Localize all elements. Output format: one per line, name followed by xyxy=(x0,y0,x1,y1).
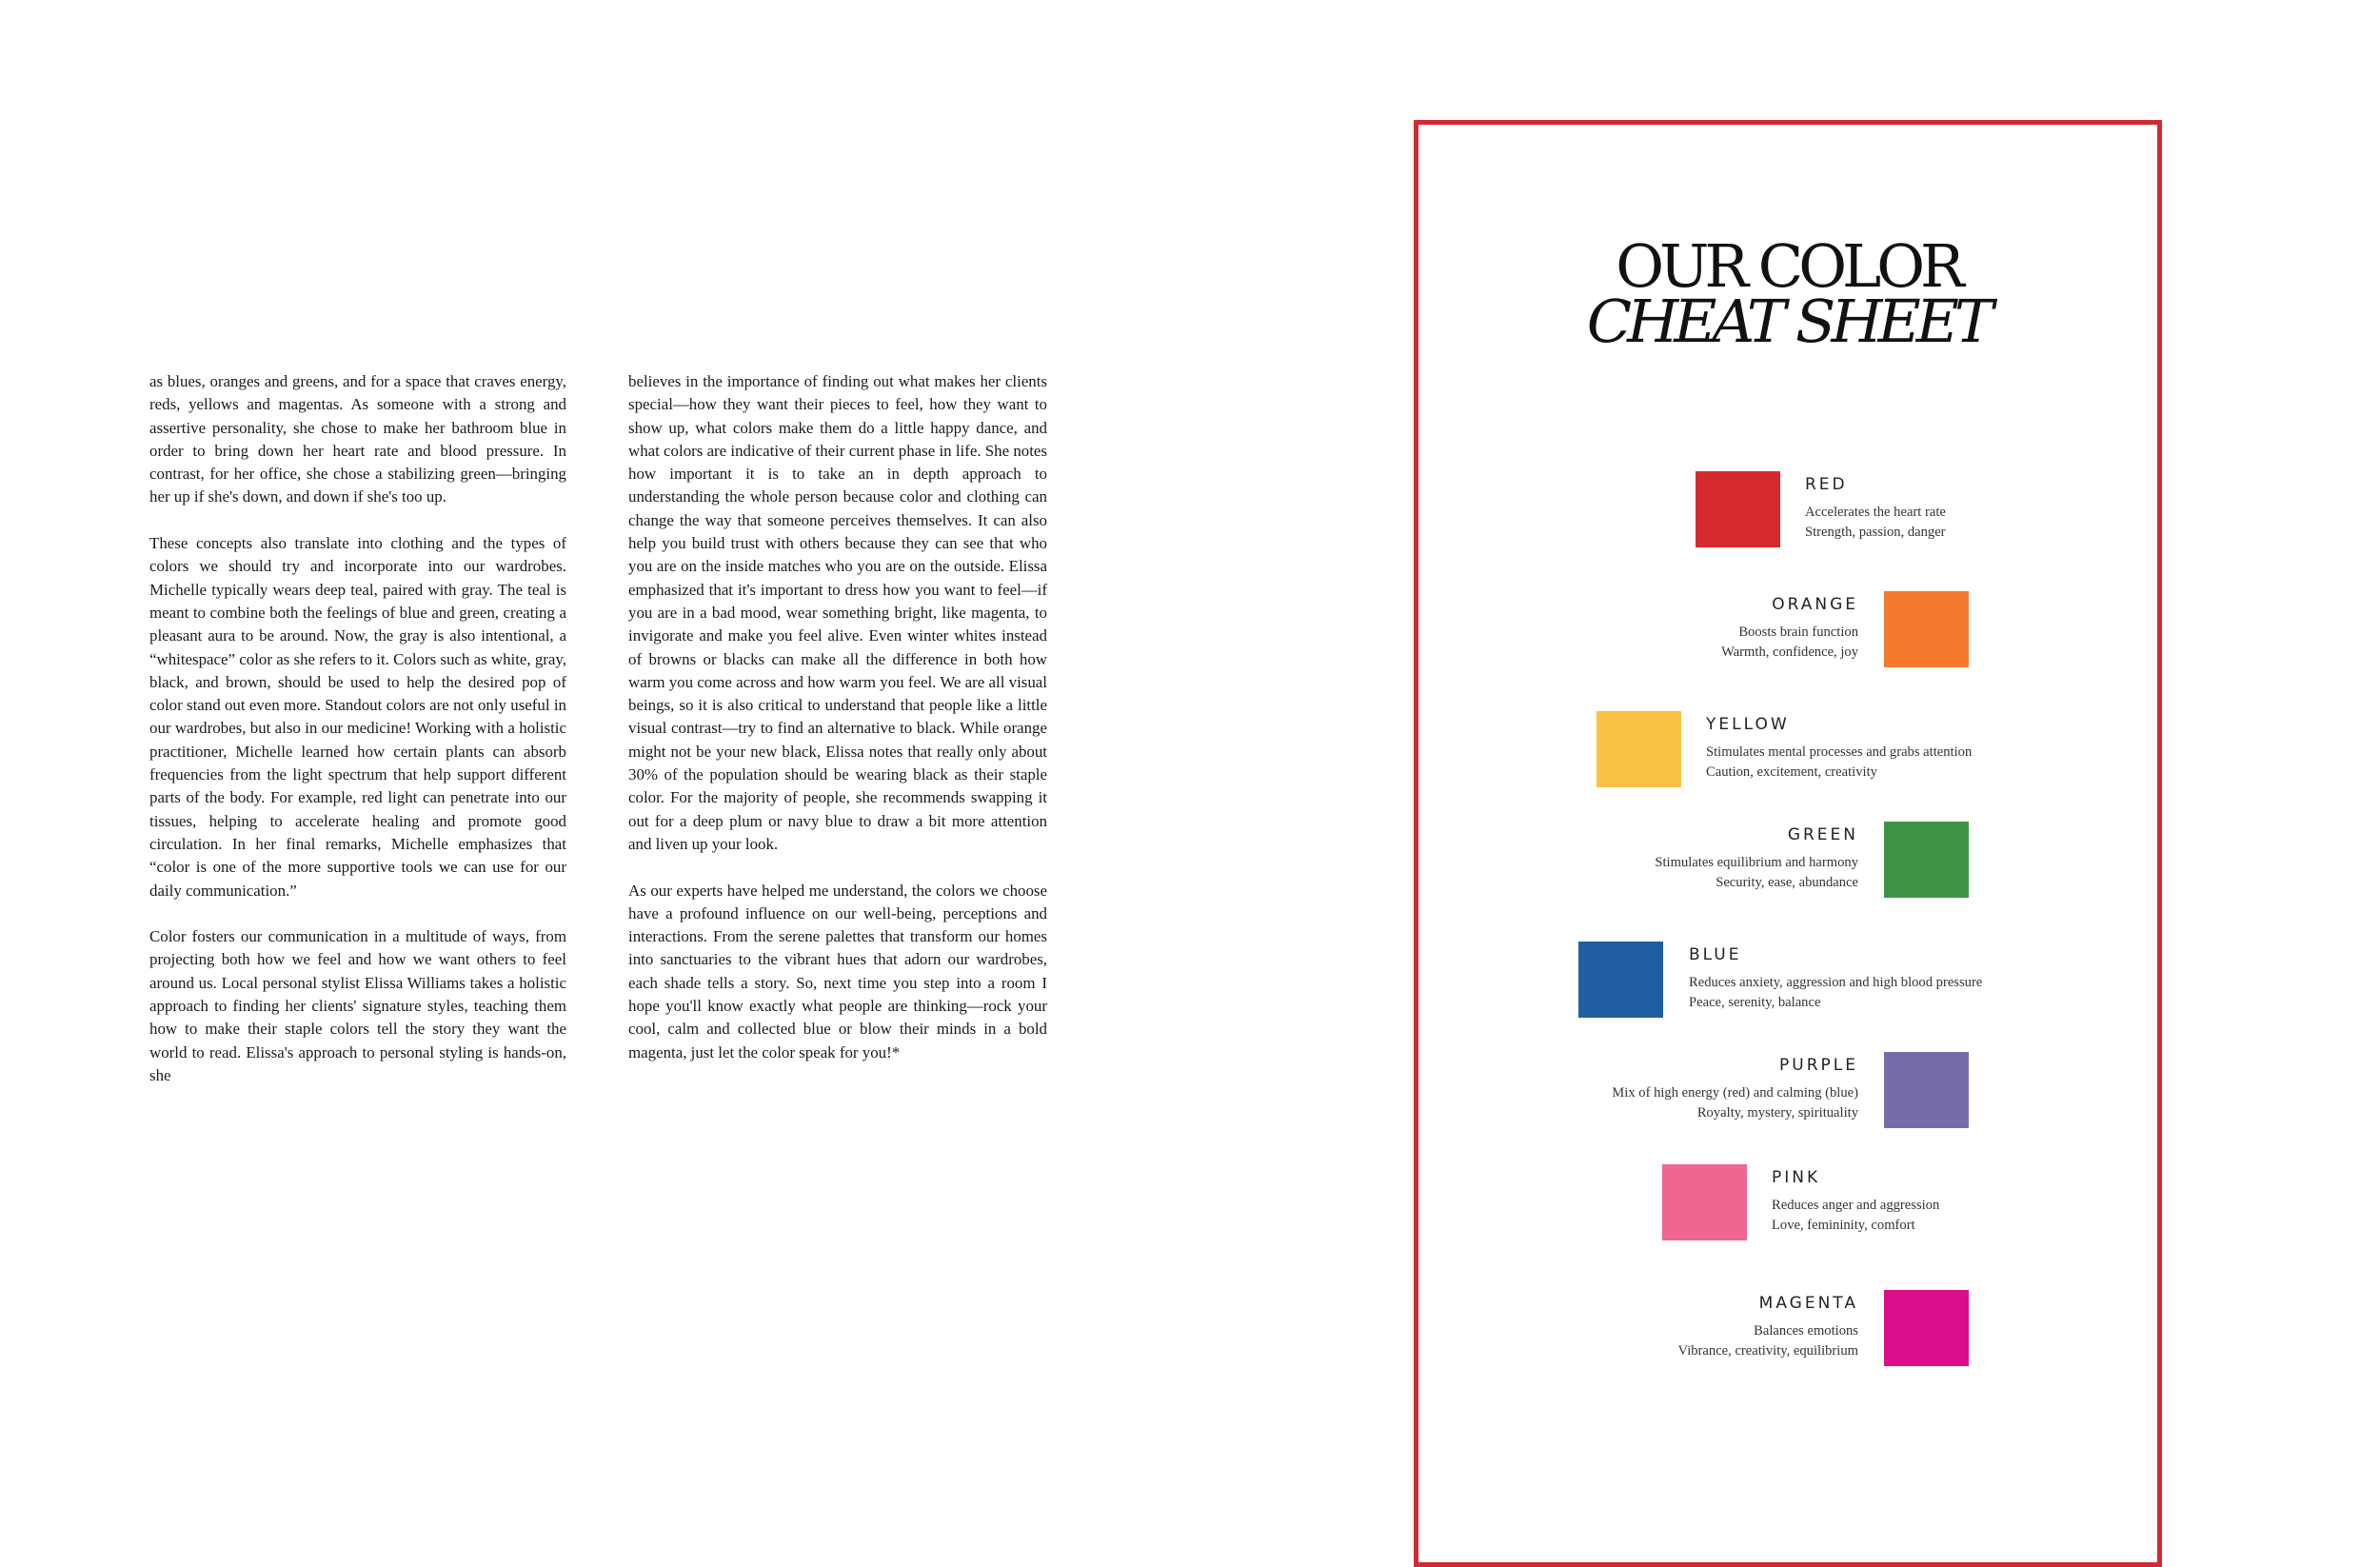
blue-description xyxy=(1689,973,1982,1013)
orange-label: ORANGE xyxy=(1772,595,1858,614)
article-paragraph: believes in the importance of finding out what makes her clients special—how they want their pieces to feel, how they want to show up, what colors make them do a little happy dance, and what colors are indicative of their current phase in life. She notes how important it is to take an in depth approach to understanding the whole person because color and clothing can change the way that someone perceives themselves. It can also help you build trust with others because they can see that who you are on the inside matches who you are on the outside. Elissa emphasized that it's important to dress how you want to feel—if you are in a bad mood, wear something bright, like magenta, to invigorate and make you feel alive. Even winter whites instead of browns or blacks can make all the difference in both how warm you come across and how warm you feel. We are all visual beings, so it is also critical to understand that people like a little visual contrast—try to find an alternative to black. While orange might not be your new black, Elissa notes that really only about 30% of the population should be wearing black as their staple color. For the majority of people, she recommends swapping it out for a deep plum or navy blue to draw a bit more attention and liven up your look. xyxy=(628,372,1047,853)
magenta-traits: Vibrance, creativity, equilibrium xyxy=(1677,1343,1858,1359)
article-paragraph: Color fosters our communication in a multitude of ways, from projecting both how we feel and how we want others to feel around us. Local personal stylist Elissa Williams takes a holistic approach to finding her clients' signature styles, teaching them how to make their staple colors tell the story they want the world to read. Elissa's approach to personal styling is hands-on, she xyxy=(149,927,566,1084)
orange-traits: Warmth, confidence, joy xyxy=(1721,645,1858,660)
cheatsheet-title-line1: OUR COLOR xyxy=(1616,231,1960,301)
article-paragraph: As our experts have helped me understand, the colors we choose have a profound influence on our well-being, perceptions and interactions. From the serene palettes that transform our homes into sanctuaries to the vibrant hues that adorn our wardrobes, each shade tells a story. So, next time you step into a room I hope you'll know exactly what people are thinking—rock your cool, calm and collected blue or blow their minds in a bold magenta, just let the color speak for you!* xyxy=(628,881,1047,1061)
yellow-traits: Caution, excitement, creativity xyxy=(1706,764,1877,780)
article-paragraph: as blues, oranges and greens, and for a space that craves energy, reds, yellows and magentas. As someone with a strong and assertive personality, she chose to make her bathroom blue in order to bring down her heart rate and blood pressure. In contrast, for her office, she chose a stabilizing green—bringing her up if she's down, and down if she's too up. xyxy=(149,372,566,506)
purple-effect: Mix of high energy (red) and calming (blue) xyxy=(1612,1085,1858,1101)
purple-description xyxy=(1612,1083,1858,1123)
red-description xyxy=(1805,503,1946,543)
magenta-description xyxy=(1678,1321,1858,1361)
cheatsheet-title-line2: CHEAT SHEET xyxy=(1586,287,1990,356)
article-column-left xyxy=(149,370,566,1087)
green-description xyxy=(1655,853,1858,893)
blue-swatch xyxy=(1578,942,1663,1018)
magenta-effect: Balances emotions xyxy=(1754,1323,1858,1339)
color-cheatsheet-panel xyxy=(1414,120,2162,1567)
blue-label: BLUE xyxy=(1689,945,1742,964)
blue-effect: Reduces anxiety, aggression and high blood pressure xyxy=(1689,975,1983,990)
red-effect: Accelerates the heart rate xyxy=(1805,505,1946,520)
yellow-swatch xyxy=(1597,711,1681,787)
purple-label: PURPLE xyxy=(1779,1056,1858,1075)
orange-swatch xyxy=(1884,591,1969,667)
red-traits: Strength, passion, danger xyxy=(1805,525,1946,540)
orange-effect: Boosts brain function xyxy=(1738,625,1858,640)
pink-traits: Love, femininity, comfort xyxy=(1772,1218,1915,1233)
pink-label: PINK xyxy=(1772,1168,1821,1187)
orange-description xyxy=(1721,623,1858,663)
purple-traits: Royalty, mystery, spirituality xyxy=(1696,1105,1858,1121)
green-traits: Security, ease, abundance xyxy=(1716,875,1858,890)
pink-description xyxy=(1772,1196,1939,1236)
purple-swatch xyxy=(1884,1052,1969,1128)
article-paragraph: These concepts also translate into clothing and the types of colors we should try and incorporate into our wardrobes. Michelle typically wears deep teal, paired with gray. The teal is meant to combine both the feelings of blue and green, creating a pleasant aura to be around. Now, the gray is also intentional, a “whitespace” color as she refers to it. Colors such as white, gray, black, and brown, should be used to help the desired pop of color stand out even more. Standout colors are not only useful in our wardrobes, but also in our medicine! Working with a holistic practitioner, Michelle learned how certain plants can absorb frequencies from the light spectrum that help support different parts of the body. For example, red light can penetrate into our tissues, helping to accelerate healing and promote good circulation. In her final remarks, Michelle emphasizes that “color is one of the more supportive tools we can use for our daily communication.” xyxy=(149,534,566,900)
magenta-swatch xyxy=(1884,1290,1969,1366)
yellow-effect: Stimulates mental processes and grabs attention xyxy=(1706,744,1973,760)
green-effect: Stimulates equilibrium and harmony xyxy=(1655,855,1858,870)
green-swatch xyxy=(1884,822,1969,898)
yellow-description xyxy=(1706,743,1972,783)
green-label: GREEN xyxy=(1787,825,1858,844)
article-column-right xyxy=(628,370,1047,1064)
magenta-label: MAGENTA xyxy=(1758,1294,1858,1313)
pink-swatch xyxy=(1662,1164,1747,1240)
blue-traits: Peace, serenity, balance xyxy=(1689,995,1821,1010)
pink-effect: Reduces anger and aggression xyxy=(1772,1198,1940,1213)
yellow-label: YELLOW xyxy=(1706,715,1790,734)
red-label: RED xyxy=(1805,475,1848,494)
red-swatch xyxy=(1696,471,1780,547)
